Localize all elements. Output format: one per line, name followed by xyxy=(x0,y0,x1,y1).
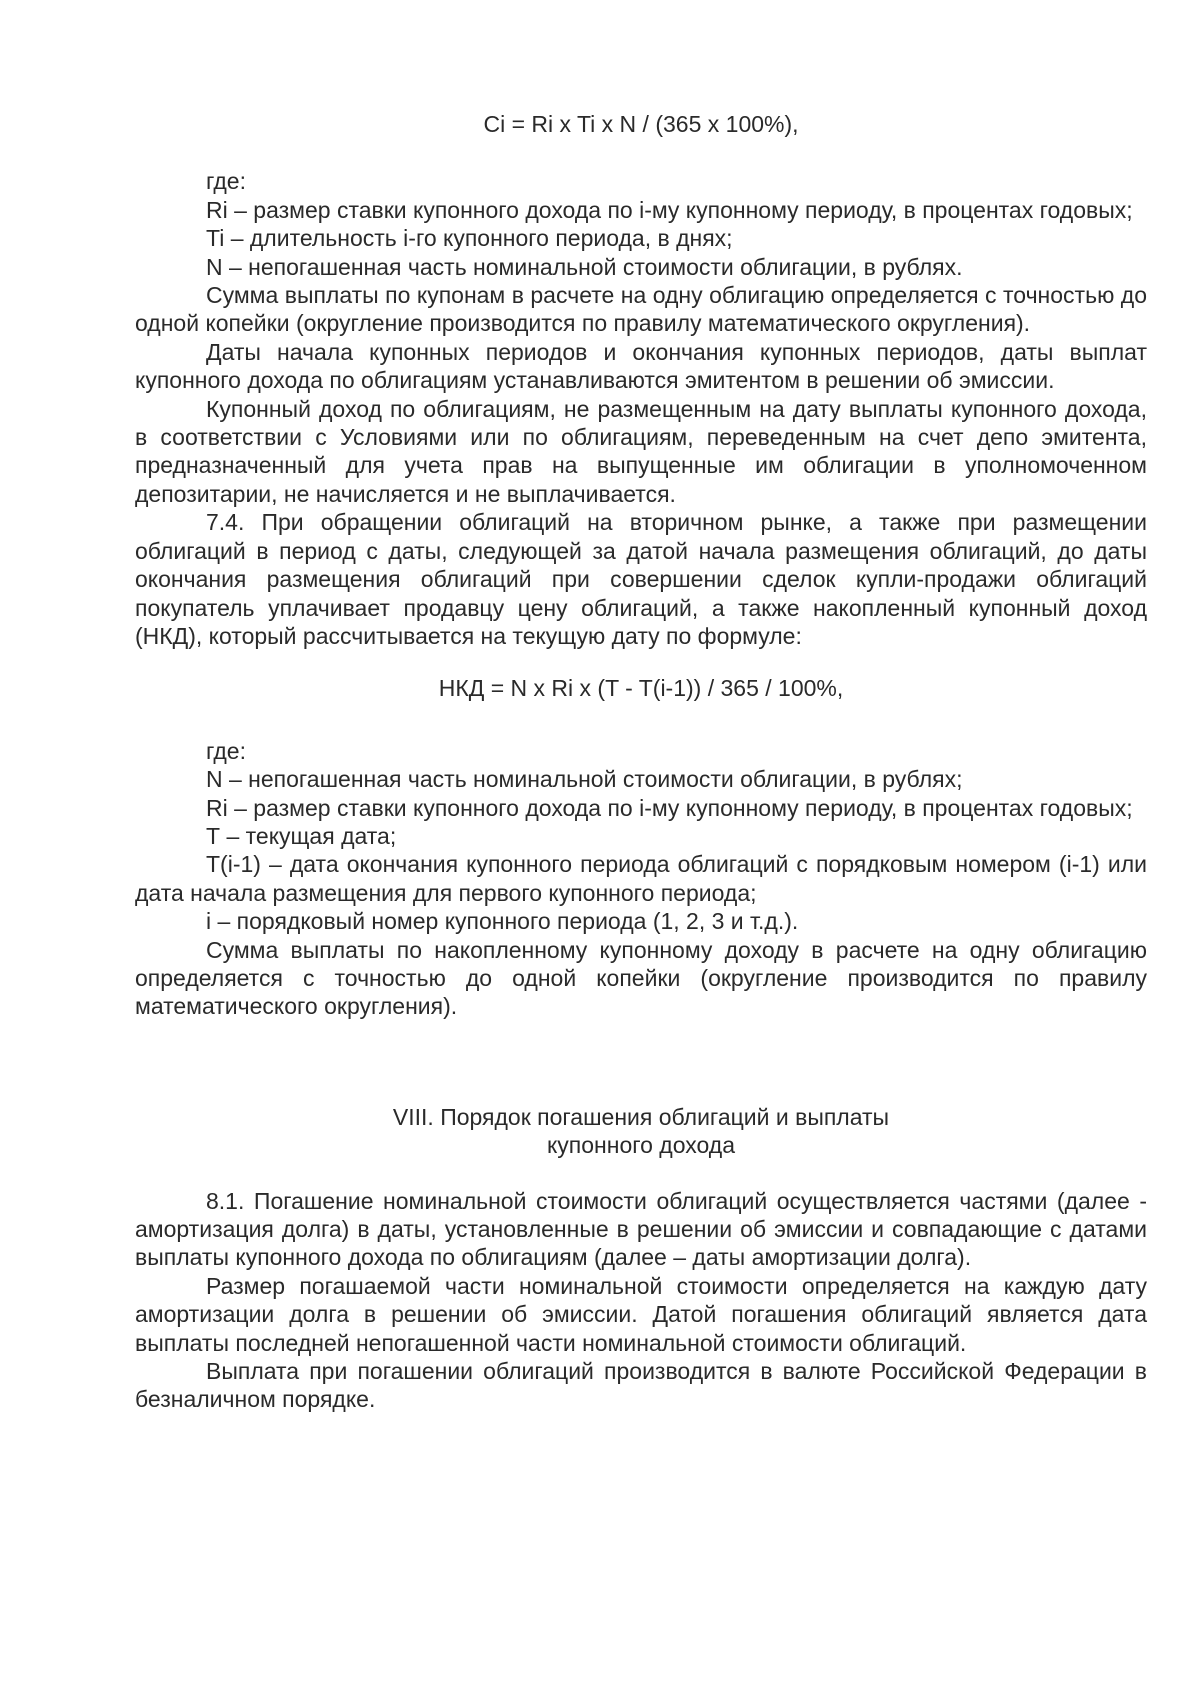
paragraph-redemption-amount: Размер погашаемой части номинальной стоимости определяется на каждую дату амортизации долга в решении об эмиссии. Датой погашения облигаций является дата выплаты последней непогашенной части номинальной стоимости облигаций. xyxy=(135,1272,1147,1356)
section-title-line-2: купонного дохода xyxy=(546,1132,736,1159)
paragraph-payment-currency: Выплата при погашении облигаций производится в валюте Российской Федерации в безналичном порядке. xyxy=(135,1358,1147,1413)
definition-i: i – порядковый номер купонного периода (1, 2, 3 и т.д.). xyxy=(206,908,799,935)
paragraph-coupon-sum: Сумма выплаты по купонам в расчете на одну облигацию определяется с точностью до одной копейки (округление производится по правилу математического округления). xyxy=(135,282,1147,337)
document-body xyxy=(135,110,1147,1414)
where-label: где: xyxy=(206,168,246,195)
paragraph-not-accrued: Купонный доход по облигациям, не размещенным на дату выплаты купонного дохода, в соответствии с Условиями или по облигациям, переведенным на счет депо эмитента, предназначенный для учета прав на выпущенные им облигации в уполномоченном депозитарии, не начисляется и не выплачивается. xyxy=(135,395,1147,507)
definition-ri: Ri – размер ставки купонного дохода по i-му купонному периоду, в процентах годовых; xyxy=(206,794,1133,821)
paragraph-coupon-dates: Даты начала купонных периодов и окончания купонных периодов, даты выплат купонного дохода по облигациям устанавливаются эмитентом в решении об эмиссии. xyxy=(135,338,1147,394)
where-label: где: xyxy=(206,737,246,764)
section-title-line-1: VIII. Порядок погашения облигаций и выплаты xyxy=(392,1103,890,1130)
definition-n: N – непогашенная часть номинальной стоимости облигации, в рублях; xyxy=(206,766,963,793)
nkd-formula: НКД = N x Ri x (T - T(i-1)) / 365 / 100%, xyxy=(438,675,844,702)
paragraph-7-4: 7.4. При обращении облигаций на вторичном рынке, а также при размещении облигаций в период с даты, следующей за датой начала размещения облигаций, до даты окончания размещения облигаций при совершении сделок купли-продажи облигаций покупатель уплачивает продавцу цену облигаций, а также накопленный купонный доход (НКД), который рассчитывается на текущую дату по формуле: xyxy=(135,509,1147,649)
definition-n: N – непогашенная часть номинальной стоимости облигации, в рублях. xyxy=(206,253,963,280)
coupon-formula: Ci = Ri x Ti x N / (365 x 100%), xyxy=(483,111,799,137)
paragraph-8-1: 8.1. Погашение номинальной стоимости облигаций осуществляется частями (далее - амортизация долга) в даты, установленные в решении об эмиссии и совпадающие с датами выплаты купонного дохода по облигациям (далее – даты амортизации долга). xyxy=(135,1187,1147,1271)
definition-t-i-minus-1: T(i-1) – дата окончания купонного периода облигаций с порядковым номером (i-1) или дата начала размещения для первого купонного периода; xyxy=(135,851,1147,906)
definition-ri: Ri – размер ставки купонного дохода по i-му купонному периоду, в процентах годовых; xyxy=(206,196,1133,223)
paragraph-nkd-sum: Сумма выплаты по накопленному купонному доходу в расчете на одну облигацию определяется с точностью до одной копейки (округление производится по правилу математического округления). xyxy=(135,936,1147,1020)
section-heading xyxy=(135,1103,1147,1160)
definition-t: Т – текущая дата; xyxy=(206,822,397,849)
definition-ti: Ti – длительность i-го купонного периода, в днях; xyxy=(206,225,733,252)
